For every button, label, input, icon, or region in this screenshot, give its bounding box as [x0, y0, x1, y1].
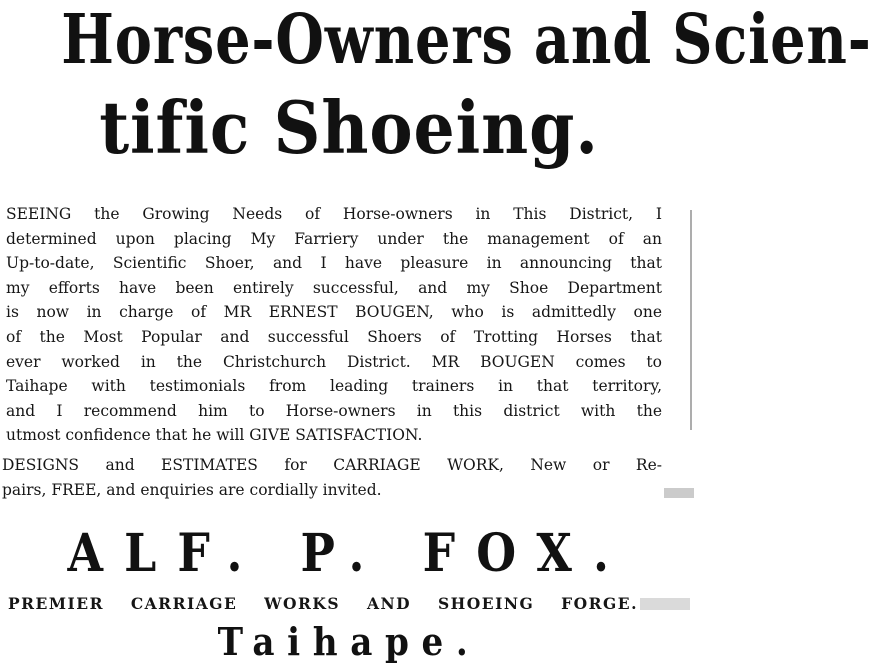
headline-line-2: tific Shoeing. [99, 85, 599, 170]
announcement-line: Taihape with testimonials from leading trainers in that territory, [6, 377, 662, 396]
print-smudge [640, 598, 690, 610]
print-smudge [664, 488, 694, 498]
announcement-line: is now in charge of MR ERNEST BOUGEN, who is admittedly one [6, 303, 662, 322]
estimates-line: pairs, FREE, and enquiries are cordially invited. [2, 481, 382, 499]
print-smudge [690, 210, 692, 430]
town-name: Taihape. [217, 619, 481, 664]
announcement-line: Up-to-date, Scientific Shoer, and I have pleasure in announcing that [6, 254, 662, 273]
announcement-line: utmost confidence that he will GIVE SATISFACTION. [6, 426, 423, 445]
announcement-line: determined upon placing My Farriery under the management of an [6, 229, 662, 248]
announcement-line: and I recommend him to Horse-owners in this district with the [6, 401, 662, 420]
headline-line-1: Horse-Owners and Scien- [61, 0, 872, 80]
business-description: PREMIER CARRIAGE WORKS AND SHOEING FORGE. [8, 594, 638, 613]
estimates-notice [2, 453, 662, 503]
announcement-line: my efforts have been entirely successful, and my Shoe Department [6, 278, 662, 297]
merchant-name: ALF. P. FOX. [67, 523, 631, 584]
estimates-line: DESIGNS and ESTIMATES for CARRIAGE WORK, New or Re- [2, 456, 662, 474]
announcement-paragraph [6, 202, 662, 448]
announcement-line: SEEING the Growing Needs of Horse-owners in This District, I [6, 205, 662, 223]
announcement-line: of the Most Popular and successful Shoers of Trotting Horses that [6, 327, 662, 346]
announcement-line: ever worked in the Christchurch District. MR BOUGEN comes to [6, 352, 662, 371]
